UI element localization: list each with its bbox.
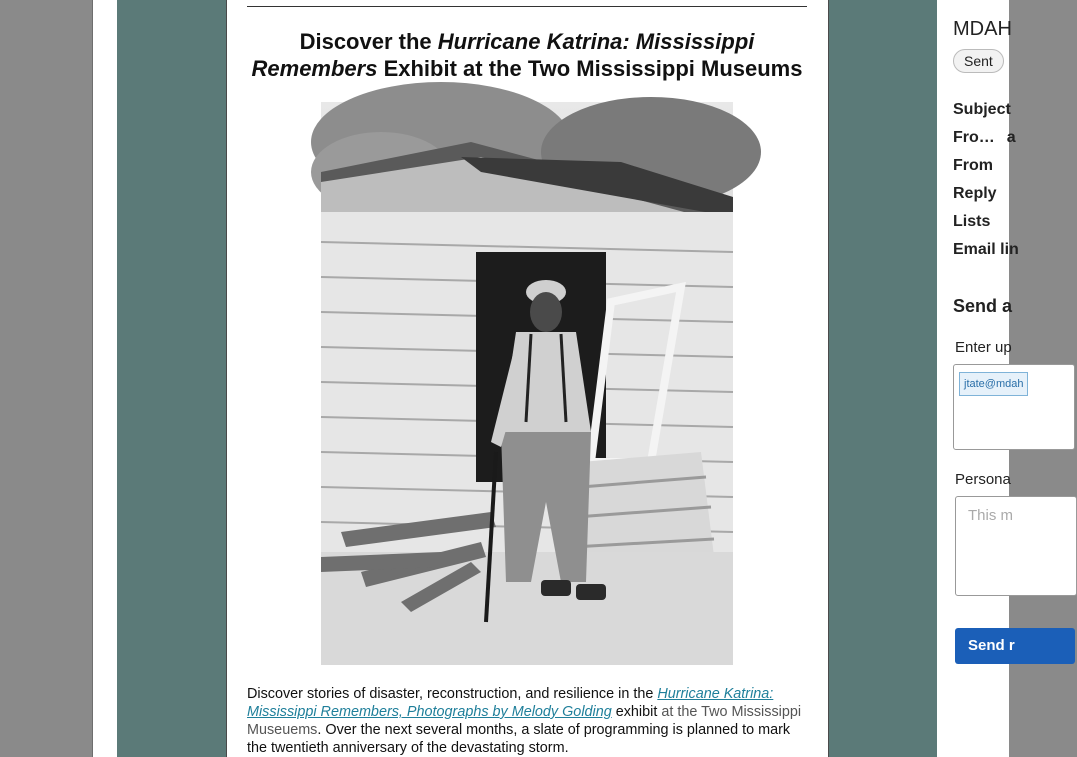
email-preview bbox=[226, 0, 829, 757]
recipient-chip[interactable]: jtate@mdah bbox=[959, 372, 1028, 396]
meta-from: From bbox=[953, 157, 993, 174]
email-headline: Discover the Hurricane Katrina: Mississippi Remembers Exhibit at the Two Mississippi Museums bbox=[251, 29, 803, 81]
campaign-details-panel bbox=[937, 0, 1024, 757]
recipients-input[interactable] bbox=[953, 364, 1075, 450]
meta-reply: Reply bbox=[953, 185, 997, 202]
send-button[interactable]: Send r bbox=[955, 628, 1075, 664]
send-section-title: Send a bbox=[953, 296, 1013, 316]
exhibit-photo bbox=[321, 102, 733, 665]
campaign-title: MDAH bbox=[953, 18, 1012, 40]
meta-subject: Subject bbox=[953, 101, 1011, 118]
personal-message-label: Persona bbox=[955, 471, 1011, 488]
personal-message-textarea[interactable] bbox=[955, 496, 1077, 596]
message-placeholder: This m bbox=[968, 507, 1013, 524]
email-body-paragraph: Discover stories of disaster, reconstruction, and resilience in the Hurricane Katrina: Mississippi Remembers, Photographs by Melody Golding exhibit at the Two Mississippi Museuems. Over the next several months, a slate of programming is planned to mark the twentieth anniversary of the devastating storm. bbox=[247, 686, 802, 756]
meta-from-name: Fro… a bbox=[953, 129, 1016, 146]
exhibit-link[interactable]: Hurricane Katrina: Mississippi Remembers, Photographs by Melody Golding bbox=[247, 686, 774, 720]
meta-email-link[interactable]: Email lin bbox=[953, 241, 1019, 258]
meta-lists: Lists bbox=[953, 213, 991, 230]
divider bbox=[247, 6, 807, 7]
left-gutter bbox=[0, 0, 92, 757]
recipients-label: Enter up bbox=[955, 339, 1012, 356]
status-badge: Sent bbox=[953, 49, 1004, 73]
